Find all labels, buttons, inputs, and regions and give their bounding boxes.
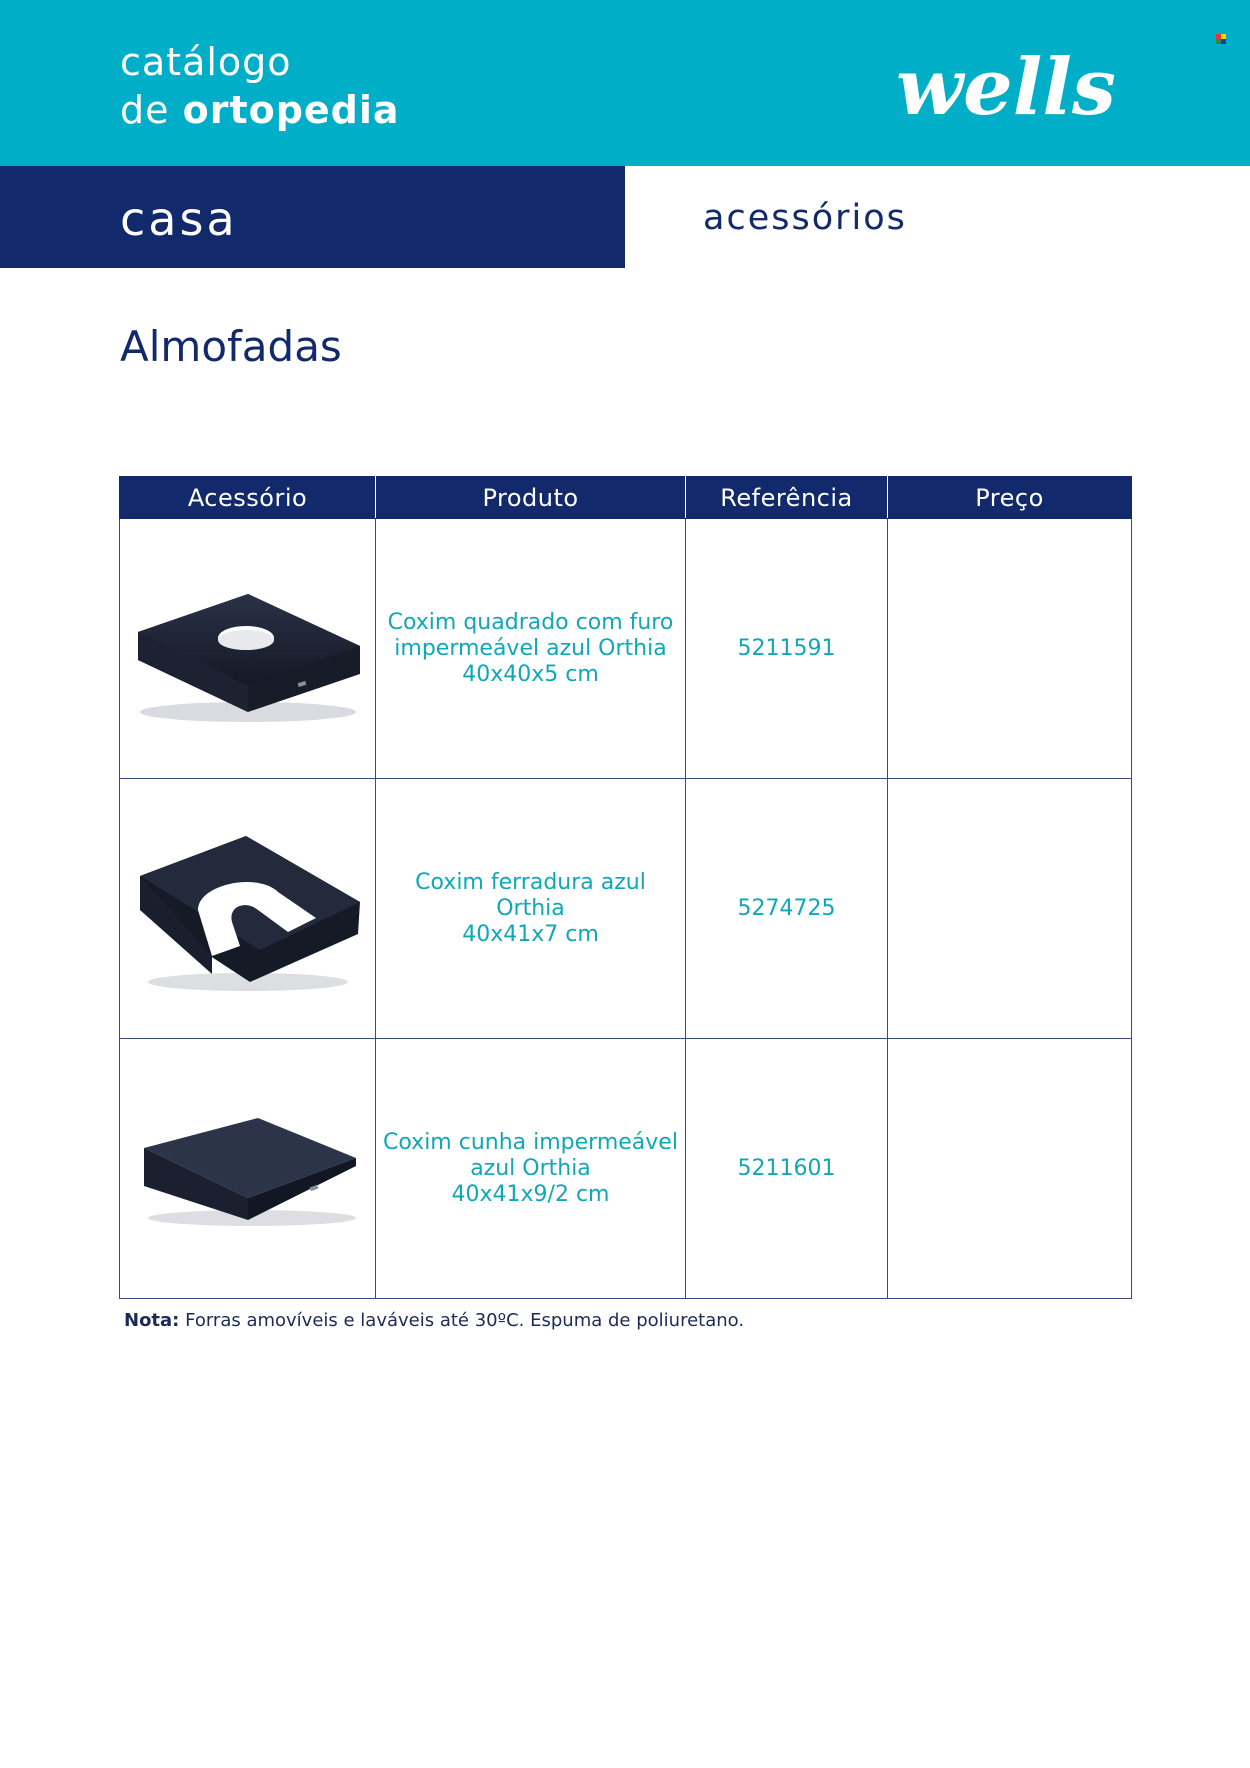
header-accessory: Acessório [120, 477, 376, 519]
product-name-line: Coxim cunha impermeável [383, 1129, 678, 1155]
product-name-line: Coxim ferradura azul [415, 869, 646, 895]
price-cell [888, 779, 1132, 1039]
catalog-title-prefix: de [120, 88, 183, 132]
wells-logo-text: wells [896, 42, 1116, 132]
category-band [0, 166, 625, 268]
reference-cell: 5274725 [686, 779, 888, 1039]
square-cushion-with-hole-icon [128, 564, 368, 734]
price-cell [888, 1039, 1132, 1299]
catalog-title-line1: catálogo [120, 40, 292, 84]
corner-mark-icon [1216, 34, 1226, 44]
table-row [120, 519, 1132, 779]
table-row [120, 779, 1132, 1039]
product-name-cell [376, 1039, 686, 1299]
product-size-line: 40x41x7 cm [462, 921, 599, 947]
catalog-title-bold: ortopedia [182, 88, 400, 132]
wells-logo [890, 42, 1140, 132]
product-size-line: 40x40x5 cm [462, 661, 599, 687]
product-name-line: azul Orthia [470, 1155, 591, 1181]
category-label: casa [120, 192, 238, 246]
header-bar [0, 0, 1250, 166]
reference-cell: 5211601 [686, 1039, 888, 1299]
products-table [119, 476, 1132, 1299]
catalog-title-line2 [120, 88, 400, 132]
accessory-image-cell [120, 1039, 376, 1299]
header-reference: Referência [686, 477, 888, 519]
accessory-image-cell [120, 519, 376, 779]
horseshoe-cushion-icon [128, 814, 368, 1004]
subcategory-label: acessórios [703, 198, 907, 238]
header-product: Produto [376, 477, 686, 519]
reference-cell: 5211591 [686, 519, 888, 779]
product-name-line: Orthia [496, 895, 565, 921]
header-price: Preço [888, 477, 1132, 519]
products-table-wrap [119, 476, 1132, 1299]
product-name-cell [376, 519, 686, 779]
wedge-cushion-icon [128, 1104, 368, 1234]
note-text: Forras amovíveis e laváveis até 30ºC. Espuma de poliuretano. [179, 1310, 745, 1331]
table-row [120, 1039, 1132, 1299]
table-header-row [120, 477, 1132, 519]
price-cell [888, 519, 1132, 779]
section-title: Almofadas [120, 322, 342, 371]
product-size-line: 40x41x9/2 cm [451, 1181, 610, 1207]
product-name-line: Coxim quadrado com furo [387, 609, 674, 635]
accessory-image-cell [120, 779, 376, 1039]
product-name-line: impermeável azul Orthia [394, 635, 667, 661]
table-note [124, 1310, 744, 1331]
product-name-cell [376, 779, 686, 1039]
note-label: Nota: [124, 1310, 180, 1331]
